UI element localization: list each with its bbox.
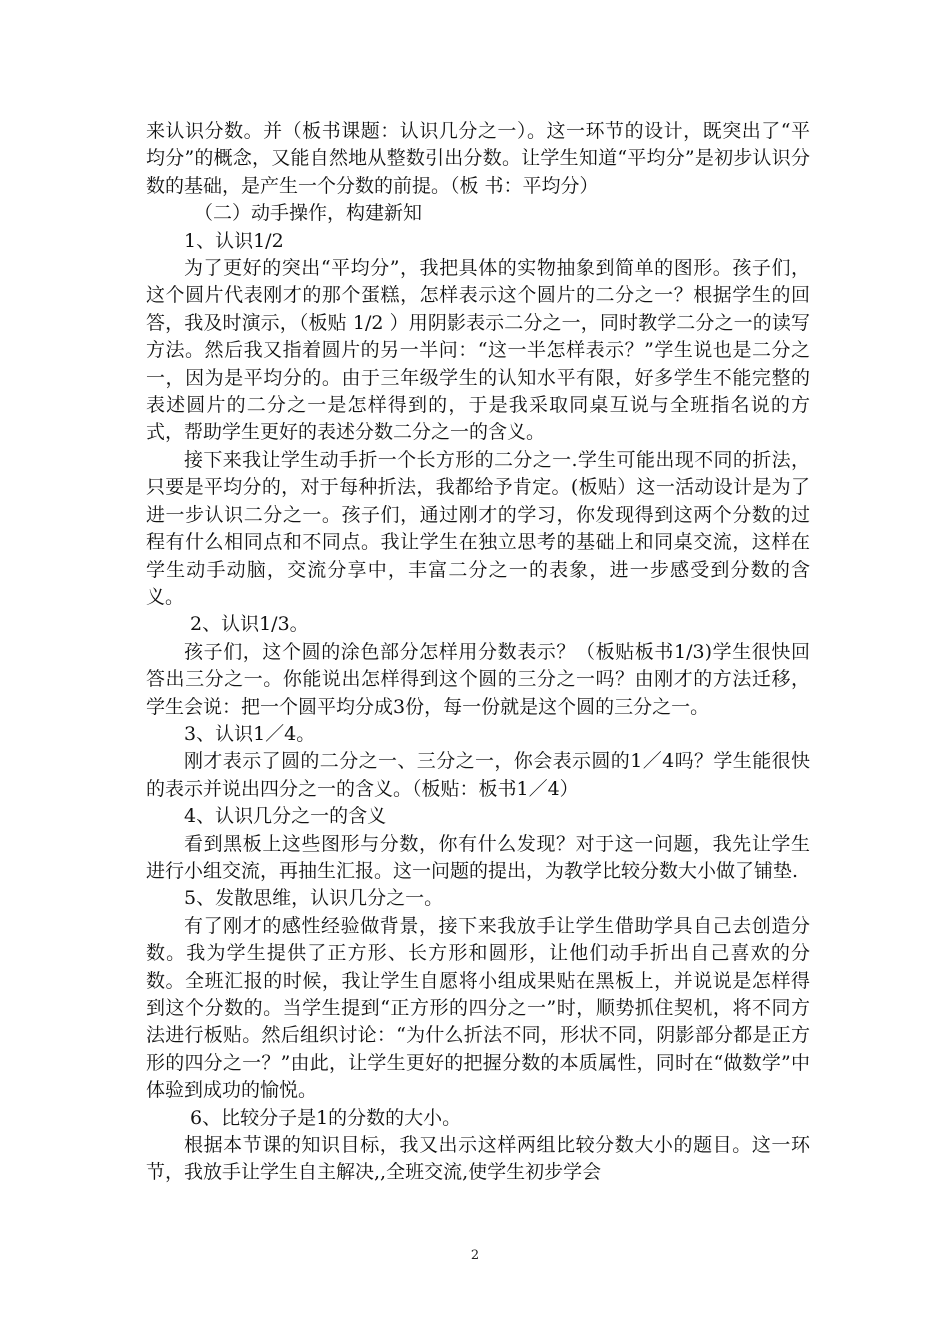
subheading-compare: 6、比较分子是1的分数的大小。: [190, 1106, 462, 1129]
document-page: [146, 118, 810, 1187]
subheading-quarter: 3、认识1／4。: [184, 722, 316, 745]
paragraph-meaning: 看到黑板上这些图形与分数，你有什么发现？对于这一问题，我先让学生进行小组交流，再抽生汇报。这一问题的提出，为教学比较分数大小做了铺垫.: [146, 832, 810, 882]
subheading-meaning: 4、认识几分之一的含义: [184, 805, 387, 828]
subheading-third: 2、认识1/3。: [190, 613, 309, 636]
paragraph-divergent: 有了刚才的感性经验做背景，接下来我放手让学生借助学具自己去创造分数。我为学生提供了正方形、长方形和圆形，让他们动手折出自己喜欢的分数。全班汇报的时候，我让学生自愿将小组成果贴在黑板上，并说说是怎样得到这个分数的。当学生提到“正方形的四分之一”时，顺势抓住契机，将不同方法进行板贴。然后组织讨论：“为什么折法不同，形状不同，阴影部分都是正方形的四分之一？”由此，让学生更好的把握分数的本质属性，同时在“做数学”中体验到成功的愉悦。: [146, 914, 810, 1102]
paragraph-compare: 根据本节课的知识目标，我又出示这样两组比较分数大小的题目。这一环节，我放手让学生自主解决,,全班交流,使学生初步学会: [146, 1134, 810, 1184]
subheading-half: 1、认识1/2: [184, 229, 284, 252]
paragraph-half-circle: 为了更好的突出“平均分”，我把具体的实物抽象到简单的图形。孩子们，这个圆片代表刚才的那个蛋糕，怎样表示这个圆片的二分之一？根据学生的回答，我及时演示，（板贴 1/2 ）用阴影表示二分之一，同时教学二分之一的读写方法。然后我又指着圆片的另一半问：“这一半怎样表示？”学生说也是二分之一，因为是平均分的。由于三年级学生的认知水平有限，好多学生不能完整的表述圆片的二分之一是怎样得到的，于是我采取同桌互说与全班指名说的方式，帮助学生更好的表述分数二分之一的含义。: [146, 257, 810, 444]
paragraph-half-rectangle: 接下来我让学生动手折一个长方形的二分之一.学生可能出现不同的折法，只要是平均分的，对于每种折法，我都给予肯定。(板贴）这一活动设计是为了进一步认识二分之一。孩子们，通过刚才的学习，你发现得到这两个分数的过程有什么相同点和不同点。我让学生在独立思考的基础上和同桌交流，这样在学生动手动脑，交流分享中，丰富二分之一的表象，进一步感受到分数的含义。: [146, 448, 810, 608]
page-number: 2: [470, 1248, 480, 1263]
subheading-divergent: 5、发散思维，认识几分之一。: [184, 887, 444, 910]
paragraph-quarter: 刚才表示了圆的二分之一、三分之一，你会表示圆的1／4吗？学生能很快的表示并说出四分之一的含义。（板贴：板书1／4）: [146, 750, 810, 800]
paragraph-intro: 来认识分数。并（板书课题：认识几分之一）。这一环节的设计，既突出了“平均分”的概念，又能自然地从整数引出分数。让学生知道“平均分”是初步认识分数的基础，是产生一个分数的前提。（板 书：平均分）: [146, 120, 810, 197]
paragraph-third: 孩子们，这个圆的涂色部分怎样用分数表示？（板贴板书1/3)学生很快回答出三分之一。你能说出怎样得到这个圆的三分之一吗？由刚才的方法迁移，学生会说：把一个圆平均分成3份，每一份就是这个圆的三分之一。: [146, 640, 810, 718]
section-heading-hands-on: （二）动手操作，构建新知: [194, 202, 423, 225]
